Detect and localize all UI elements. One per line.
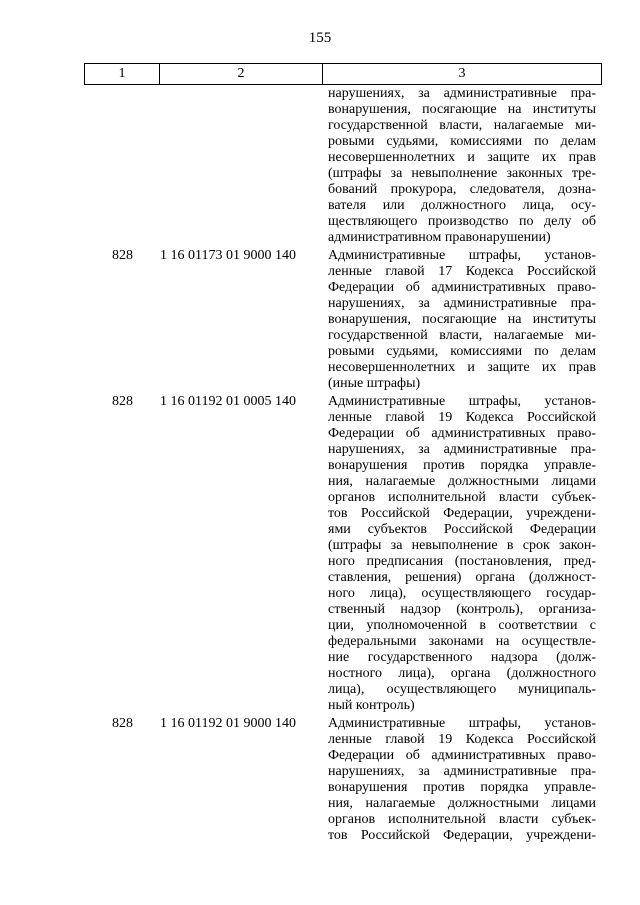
table-row	[0, 248, 640, 392]
description-line: бований прокурора, следователя, дозна-	[328, 182, 596, 197]
income-description	[328, 86, 596, 246]
description-line: ние государственного надзора (долж-	[328, 650, 596, 665]
description-line: вателя или должностного лица, осу-	[328, 198, 596, 213]
description-line: ного лица), осуществляющего государ-	[328, 586, 596, 601]
table-row	[0, 86, 640, 246]
description-line: вонарушения против порядка управле-	[328, 780, 596, 795]
column-header-2: 2	[160, 64, 323, 85]
column-header-3: 3	[323, 64, 602, 85]
column-header-1: 1	[85, 64, 160, 85]
description-line: нарушениях, за административные пра-	[328, 764, 596, 779]
description-line: ленные главой 19 Кодекса Российской	[328, 410, 596, 425]
description-line: ями субъектов Российской Федерации	[328, 522, 596, 537]
description-line: нарушениях, за административные пра-	[328, 86, 596, 101]
description-line: (штрафы за невыполнение законных тре-	[328, 166, 596, 181]
description-line: ленные главой 17 Кодекса Российской	[328, 264, 596, 279]
description-line: Административные штрафы, установ-	[328, 248, 596, 263]
description-line: ществляющего производство по делу об	[328, 214, 596, 229]
income-description	[328, 248, 596, 392]
description-line: ровыми судьями, комиссиями по делам	[328, 134, 596, 149]
description-line: нарушениях, за административные пра-	[328, 442, 596, 457]
description-line: Федерации об административных право-	[328, 426, 596, 441]
description-line: вонарушения против порядка управле-	[328, 458, 596, 473]
description-line: государственной власти, налагаемые ми-	[328, 118, 596, 133]
description-line: ровыми судьями, комиссиями по делам	[328, 344, 596, 359]
income-description	[328, 394, 596, 714]
page-number: 155	[308, 30, 332, 46]
description-line: тов Российской Федерации, учреждени-	[328, 506, 596, 521]
income-description	[328, 716, 596, 844]
description-line: вонарушения, посягающие на институты	[328, 102, 596, 117]
admin-code: 828	[112, 394, 133, 409]
description-line: ного предписания (постановления, пред-	[328, 554, 596, 569]
description-line: федеральными законами на осуществле-	[328, 634, 596, 649]
description-line: лица), осуществляющего муниципаль-	[328, 682, 596, 697]
description-line: ставления, решения) органа (должност-	[328, 570, 596, 585]
description-line: ния, налагаемые должностными лицами	[328, 796, 596, 811]
description-line: органов исполнительной власти субъек-	[328, 490, 596, 505]
description-line: ния, налагаемые должностными лицами	[328, 474, 596, 489]
description-line: ностного лица), органа (должностного	[328, 666, 596, 681]
description-line: органов исполнительной власти субъек-	[328, 812, 596, 827]
description-line: (иные штрафы)	[328, 376, 421, 391]
table-row	[0, 394, 640, 714]
table-header	[84, 63, 602, 85]
description-line: Административные штрафы, установ-	[328, 716, 596, 731]
description-line: нарушениях, за административные пра-	[328, 296, 596, 311]
description-line: тов Российской Федерации, учреждени-	[328, 828, 596, 843]
description-line: Административные штрафы, установ-	[328, 394, 596, 409]
description-line: ственный надзор (контроль), организа-	[328, 602, 596, 617]
description-line: Федерации об административных право-	[328, 280, 596, 295]
description-line: государственной власти, налагаемые ми-	[328, 328, 596, 343]
table-row	[0, 716, 640, 844]
description-line: ный контроль)	[328, 698, 415, 713]
table-header-row	[85, 64, 602, 85]
description-line: ции, уполномоченной в соответствии с	[328, 618, 596, 633]
budget-classification-code: 1 16 01192 01 9000 140	[160, 716, 296, 731]
budget-classification-code: 1 16 01192 01 0005 140	[160, 394, 296, 409]
budget-classification-code: 1 16 01173 01 9000 140	[160, 248, 296, 263]
description-line: административном правонарушении)	[328, 230, 551, 245]
description-line: (штрафы за невыполнение в срок закон-	[328, 538, 596, 553]
table-body	[0, 86, 640, 846]
admin-code: 828	[112, 248, 133, 263]
description-line: Федерации об административных право-	[328, 748, 596, 763]
description-line: ленные главой 19 Кодекса Российской	[328, 732, 596, 747]
description-line: вонарушения, посягающие на институты	[328, 312, 596, 327]
admin-code: 828	[112, 716, 133, 731]
description-line: несовершеннолетних и защите их прав	[328, 360, 596, 375]
description-line: несовершеннолетних и защите их прав	[328, 150, 596, 165]
